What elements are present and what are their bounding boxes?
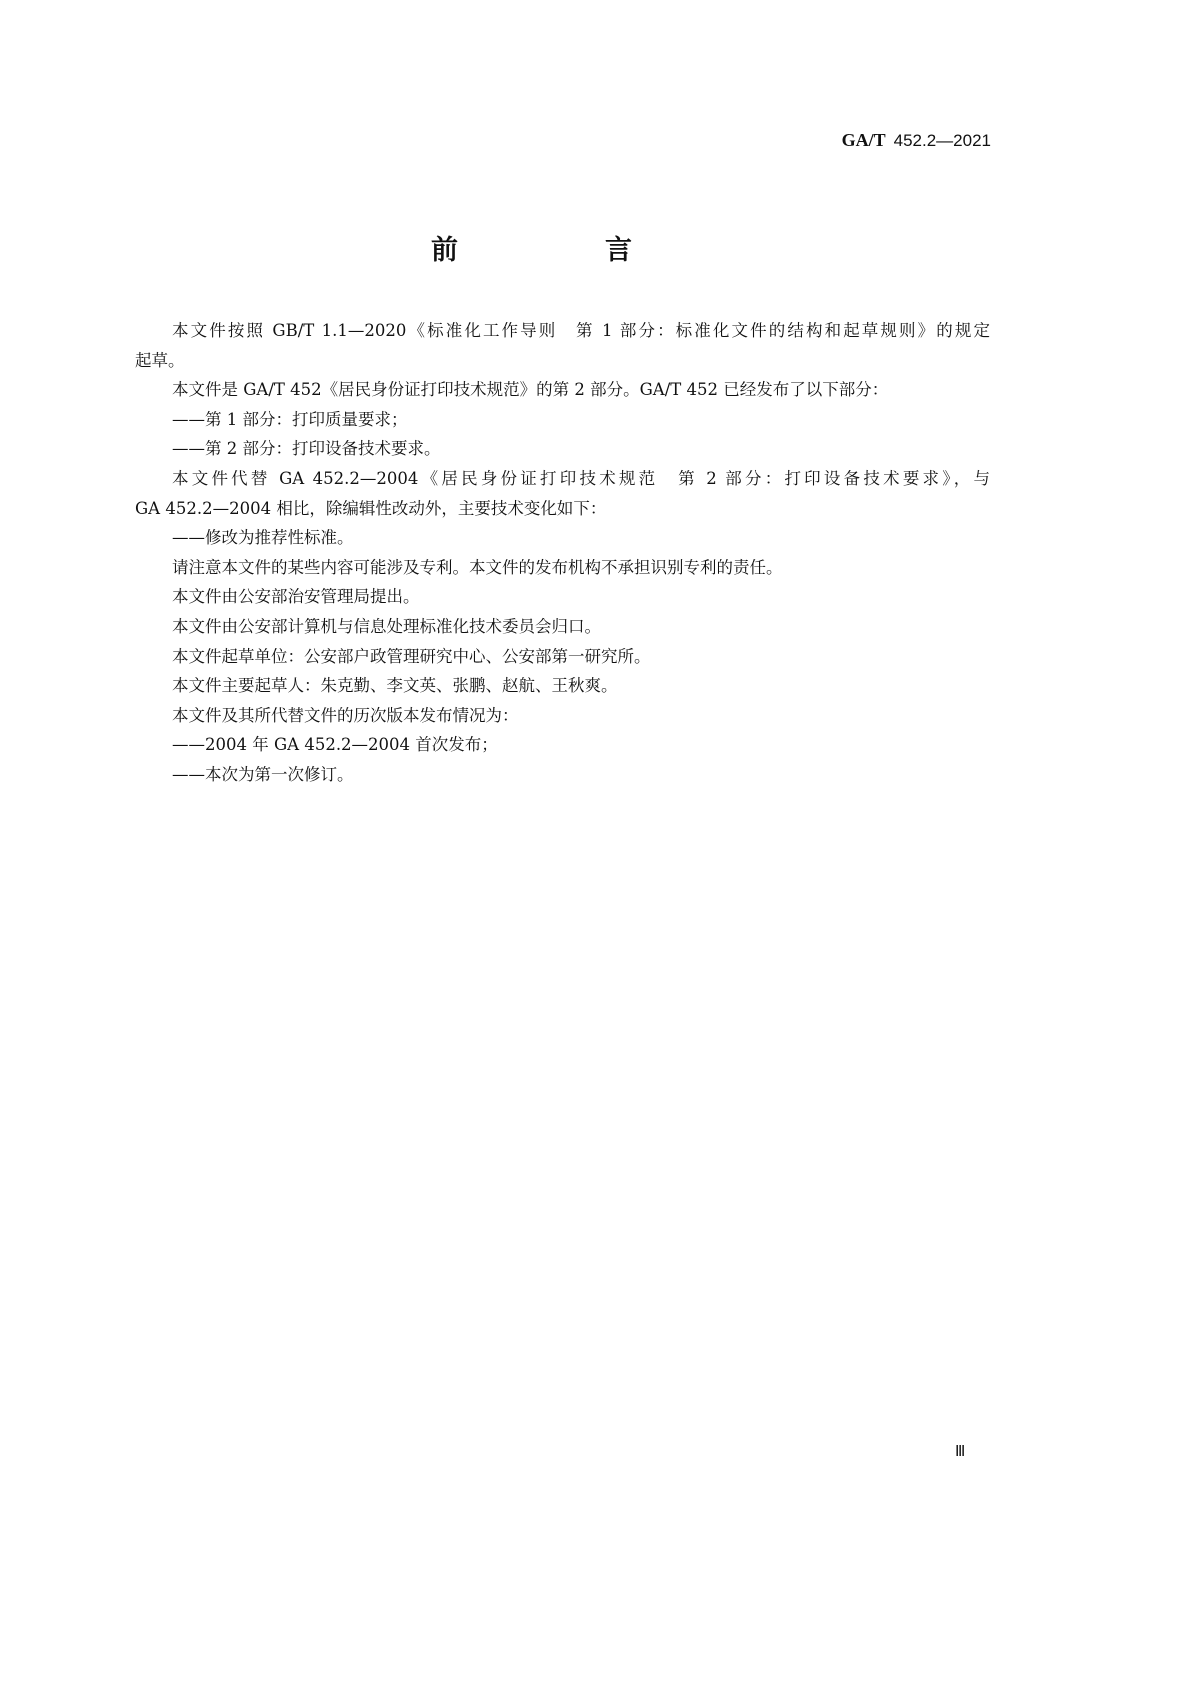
list-item: ——修改为推荐性标准。: [172, 528, 354, 548]
foreword-body: [135, 316, 990, 790]
paragraph-line: 请注意本文件的某些内容可能涉及专利。本文件的发布机构不承担识别专利的责任。: [172, 557, 783, 577]
paragraph-line: 本文件由公安部治安管理局提出。: [172, 587, 420, 607]
standard-number: 452.2—2021: [893, 131, 991, 150]
paragraph-line: GA 452.2—2004 相比，除编辑性改动外，主要技术变化如下：: [135, 498, 607, 518]
paragraph-line: 本文件主要起草人：朱克勤、李文英、张鹏、赵航、王秋爽。: [172, 676, 618, 696]
paragraph-line: 本文件起草单位：公安部户政管理研究中心、公安部第一研究所。: [172, 646, 651, 666]
list-item: ——本次为第一次修订。: [172, 764, 354, 784]
paragraph-line: 本文件及其所代替文件的历次版本发布情况为：: [172, 705, 519, 725]
list-item: ——第 2 部分：打印设备技术要求。: [172, 439, 441, 459]
paragraph-line: 本文件是 GA/T 452《居民身份证打印技术规范》的第 2 部分。GA/T 452 已经发布了以下部分：: [172, 380, 889, 400]
page-title: 前 言: [431, 235, 692, 266]
list-item: ——第 1 部分：打印质量要求；: [172, 409, 408, 429]
standard-prefix: GA/T: [841, 130, 886, 150]
paragraph-line: 起草。: [135, 350, 185, 370]
page-number: Ⅲ: [955, 1444, 966, 1460]
standard-code-header: [842, 130, 991, 151]
paragraph-line: 本文件按照 GB/T 1.1—2020《标准化工作导则 第 1 部分：标准化文件的结构和起草规则》的规定: [172, 321, 990, 340]
paragraph-line: 本文件由公安部计算机与信息处理标准化技术委员会归口。: [172, 616, 601, 636]
paragraph-line: 本文件代替 GA 452.2—2004《居民身份证打印技术规范 第 2 部分：打印设备技术要求》，与: [172, 468, 990, 488]
list-item: ——2004 年 GA 452.2—2004 首次发布；: [172, 735, 498, 755]
